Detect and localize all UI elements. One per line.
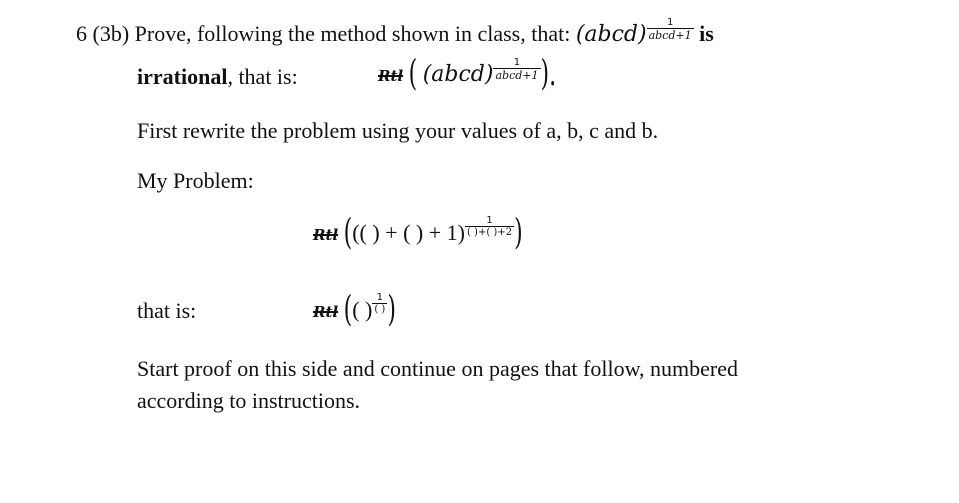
question-expression: (abcd) bbox=[575, 22, 647, 47]
closing-line-1: Start proof on this side and continue on pages that follow, numbered bbox=[137, 356, 739, 381]
that-is-label: that is: bbox=[137, 298, 197, 323]
rtl-operator: Rtl bbox=[313, 226, 339, 244]
formula-body: (( ) + ( ) + 1) bbox=[352, 220, 465, 245]
formula-exponent: $\frac{1}{( )+( )+2}$ bbox=[466, 215, 513, 238]
my-problem-label: My Problem: bbox=[137, 168, 254, 193]
simplified-formula bbox=[313, 290, 396, 331]
formula-exponent: $\frac{1}{\text{abcd+1}}$ bbox=[495, 57, 539, 82]
open-paren: ( bbox=[343, 290, 353, 331]
open-paren: ( bbox=[343, 213, 353, 254]
question-number: 6 (3b) bbox=[76, 21, 130, 46]
open-paren: ( bbox=[408, 54, 418, 95]
is-word: is bbox=[699, 21, 714, 46]
formula-expression: (abcd) bbox=[422, 62, 494, 87]
rtl-operator: Rtl bbox=[378, 67, 404, 85]
formula-body: ( ) bbox=[352, 297, 373, 322]
problem-formula bbox=[313, 213, 523, 254]
formula-exponent: $\frac{1}{( )}$ bbox=[374, 292, 386, 315]
rtl-operator: Rtl bbox=[313, 303, 339, 321]
close-paren: ) bbox=[387, 290, 396, 331]
closing-line-2: according to instructions. bbox=[137, 388, 361, 413]
question-line-2 bbox=[137, 64, 298, 90]
close-paren: ). bbox=[540, 54, 557, 95]
question-line-1 bbox=[76, 18, 714, 47]
question-formula bbox=[378, 54, 557, 95]
instruction-text: First rewrite the problem using your values of a, b, c and b. bbox=[137, 118, 659, 143]
question-prompt: Prove, following the method shown in class, that: bbox=[134, 21, 571, 46]
question-exponent: $\frac{1}{\text{abcd+1}}$ bbox=[648, 17, 692, 42]
that-is-text: , that is: bbox=[227, 64, 298, 89]
close-paren: ) bbox=[514, 213, 523, 254]
irrational-word: irrational bbox=[137, 64, 228, 89]
